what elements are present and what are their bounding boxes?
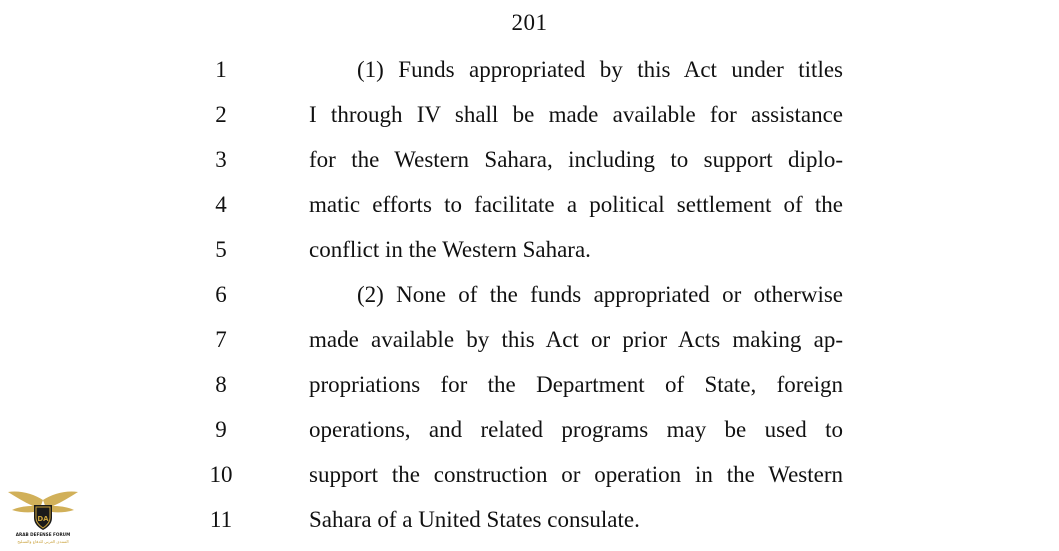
- line-number: 7: [215, 327, 227, 352]
- document-line: [0, 101, 1059, 146]
- line-number: 11: [209, 507, 233, 532]
- line-text: made available by this Act or prior Acts making ap-: [309, 327, 843, 352]
- line-text: operations, and related programs may be used to: [309, 417, 843, 442]
- document-line: [0, 281, 1059, 326]
- line-number: 3: [215, 147, 227, 172]
- line-text: propriations for the Department of State, foreign: [309, 372, 843, 397]
- line-number: 5: [215, 237, 227, 262]
- document-line: [0, 506, 1059, 551]
- svg-text:ARAB DEFENSE FORUM: ARAB DEFENSE FORUM: [15, 532, 71, 537]
- svg-text:المنتدى العربي للدفاع والتسليح: المنتدى العربي للدفاع والتسليح: [17, 539, 69, 544]
- line-text: (1) Funds appropriated by this Act under titles: [357, 57, 843, 82]
- document-line: [0, 461, 1059, 506]
- line-text: for the Western Sahara, including to support diplo-: [309, 147, 843, 172]
- line-text: support the construction or operation in the Western: [309, 462, 843, 487]
- svg-text:DA: DA: [37, 515, 49, 523]
- line-number: 2: [215, 102, 227, 127]
- page-number: 201: [511, 10, 548, 35]
- line-number: 6: [215, 282, 227, 307]
- document-line: [0, 236, 1059, 281]
- line-text: I through IV shall be made available for assistance: [309, 102, 843, 127]
- document-line: [0, 56, 1059, 101]
- document-line: [0, 191, 1059, 236]
- line-number: 10: [209, 462, 233, 487]
- document-line: [0, 326, 1059, 371]
- line-number: 4: [215, 192, 227, 217]
- line-text: conflict in the Western Sahara.: [309, 237, 591, 262]
- line-number: 1: [215, 57, 227, 82]
- document-line: [0, 416, 1059, 461]
- eagle-logo-icon: [6, 488, 80, 546]
- document-line: [0, 371, 1059, 416]
- line-number: 9: [215, 417, 227, 442]
- line-text: matic efforts to facilitate a political settlement of the: [309, 192, 843, 217]
- line-number: 8: [215, 372, 227, 397]
- forum-logo-watermark: [6, 488, 80, 546]
- line-text: Sahara of a United States consulate.: [309, 507, 640, 532]
- line-text: (2) None of the funds appropriated or otherwise: [357, 282, 843, 307]
- document-line: [0, 146, 1059, 191]
